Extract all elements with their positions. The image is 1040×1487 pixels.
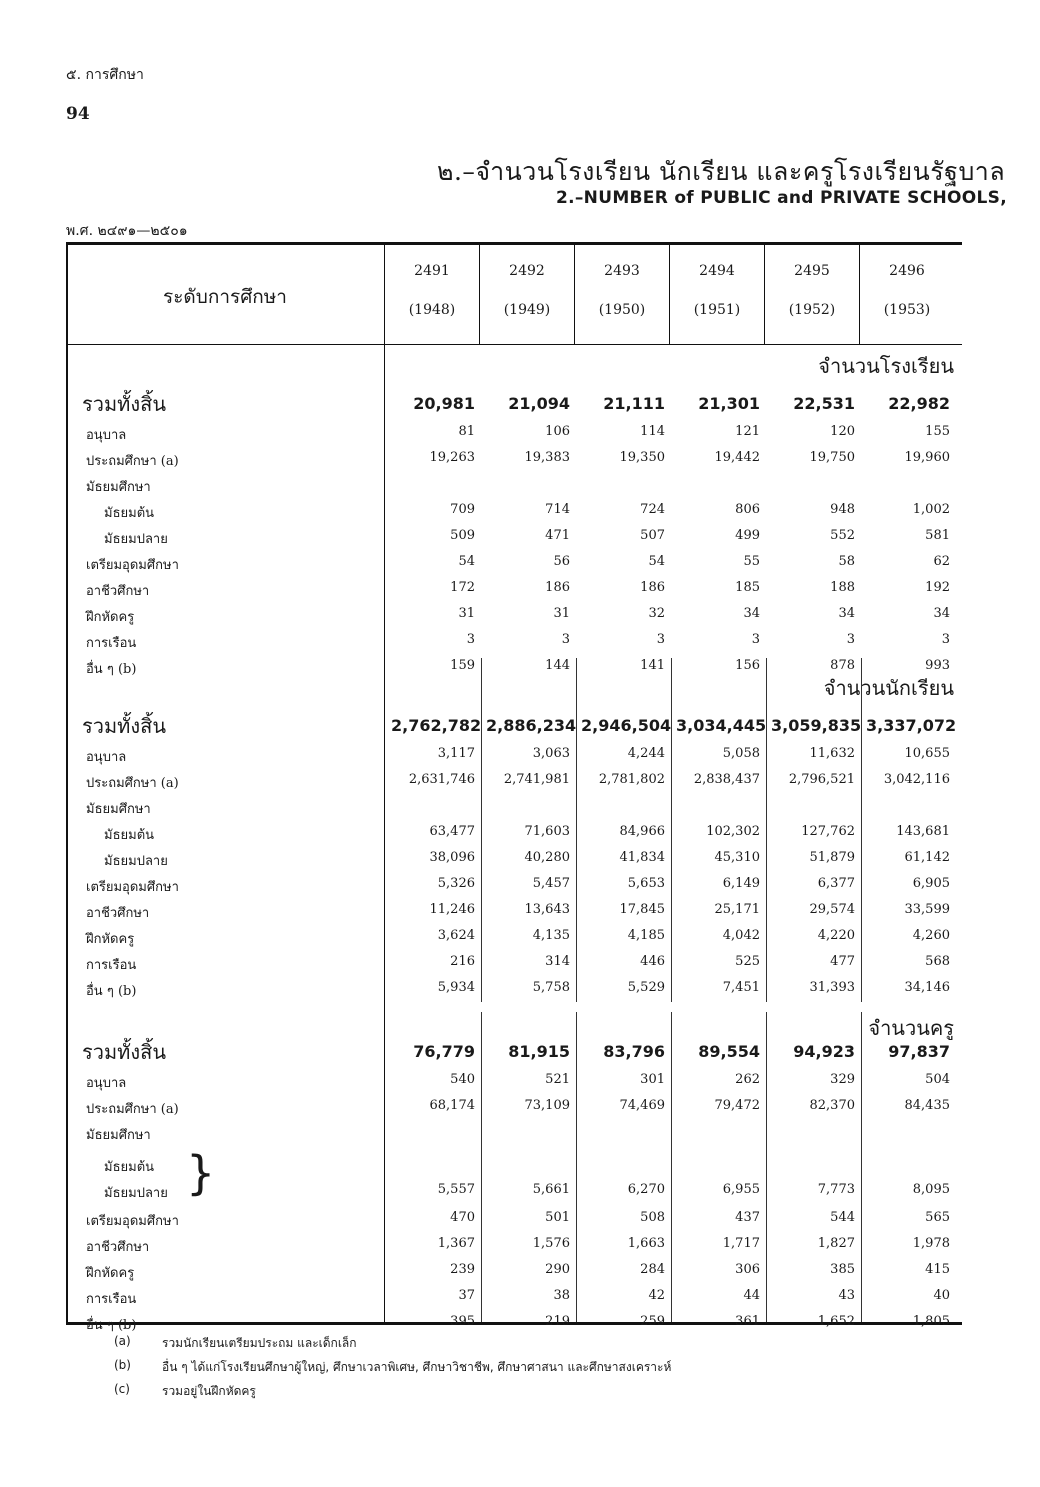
table-row (66, 554, 962, 578)
cell-value: 73,109 (524, 1098, 570, 1113)
table-title-english: 2.–NUMBER of PUBLIC and PRIVATE SCHOOLS, (556, 188, 1007, 208)
cell-value: 284 (640, 1262, 665, 1277)
cell-value: 21,094 (508, 394, 570, 413)
year-common-era: (1951) (693, 302, 741, 318)
cell-value: 156 (735, 658, 760, 673)
cell-value: 499 (735, 528, 760, 543)
cell-value: 5,661 (532, 1182, 570, 1197)
cell-value: 84,966 (619, 824, 665, 839)
cell-value: 20,981 (413, 394, 475, 413)
cell-value: 172 (450, 580, 475, 595)
cell-value: 993 (925, 658, 950, 673)
cell-value: 19,960 (904, 450, 950, 465)
cell-value: 34 (933, 606, 950, 621)
cell-value: 216 (450, 954, 475, 969)
cell-value: 19,383 (524, 450, 570, 465)
cell-value: 806 (735, 502, 760, 517)
row-label: การเรือน (86, 636, 137, 651)
cell-value: 395 (450, 1314, 475, 1329)
row-label: ฝึกหัดครู (86, 610, 135, 625)
table-row (66, 580, 962, 604)
cell-value: 121 (735, 424, 760, 439)
cell-value: 1,002 (912, 502, 950, 517)
cell-value: 239 (450, 1262, 475, 1277)
row-label: อื่น ๆ (b) (86, 1318, 137, 1333)
row-label: เตรียมอุดมศึกษา (86, 880, 179, 895)
cell-value: 3 (941, 632, 950, 647)
cell-value: 192 (925, 580, 950, 595)
cell-value: 314 (545, 954, 570, 969)
cell-value: 186 (545, 580, 570, 595)
footnote-text: รวมนักเรียนเตรียมประถม และเด็กเล็ก (162, 1336, 357, 1350)
row-label: มัธยมต้น (104, 1160, 155, 1175)
cell-value: 3,337,072 (866, 716, 957, 735)
cell-value: 6,149 (722, 876, 760, 891)
cell-value: 525 (735, 954, 760, 969)
cell-value: 219 (545, 1314, 570, 1329)
cell-value: 471 (545, 528, 570, 543)
row-label: รวมทั้งสิ้น (82, 714, 166, 738)
section-label: ๕. การศึกษา (66, 67, 144, 83)
cell-value: 5,557 (437, 1182, 475, 1197)
table-row (66, 606, 962, 630)
cell-value: 58 (838, 554, 855, 569)
cell-value: 552 (830, 528, 855, 543)
cell-value: 37 (458, 1288, 475, 1303)
table-top-rule (66, 242, 962, 245)
cell-value: 8,095 (912, 1182, 950, 1197)
cell-value: 141 (640, 658, 665, 673)
cell-value: 31,393 (809, 980, 855, 995)
row-label: อนุบาล (86, 750, 127, 765)
column-rule (481, 658, 482, 1002)
row-label: ประถมศึกษา (a) (86, 1102, 179, 1117)
cell-value: 948 (830, 502, 855, 517)
table-row (66, 824, 962, 848)
cell-value: 155 (925, 424, 950, 439)
cell-value: 19,750 (809, 450, 855, 465)
cell-value: 714 (545, 502, 570, 517)
cell-value: 6,955 (722, 1182, 760, 1197)
row-label: มัธยมต้น (104, 828, 155, 843)
row-label: มัธยมปลาย (104, 1186, 168, 1201)
cell-value: 82,370 (809, 1098, 855, 1113)
cell-value: 1,827 (817, 1236, 855, 1251)
cell-value: 63,477 (429, 824, 475, 839)
cell-value: 385 (830, 1262, 855, 1277)
cell-value: 42 (648, 1288, 665, 1303)
cell-value: 446 (640, 954, 665, 969)
row-label: มัธยมปลาย (104, 532, 168, 547)
table-row (66, 902, 962, 926)
cell-value: 21,111 (603, 394, 665, 413)
cell-value: 2,631,746 (408, 772, 475, 787)
year-buddhist-era: 2494 (699, 263, 735, 279)
cell-value: 5,529 (627, 980, 665, 995)
table-row (66, 1262, 962, 1286)
cell-value: 4,260 (912, 928, 950, 943)
brace-mark: } (186, 1146, 216, 1200)
section-title: จำนวนโรงเรียน (818, 354, 954, 378)
cell-value: 507 (640, 528, 665, 543)
column-rule (861, 658, 862, 1002)
cell-value: 54 (648, 554, 665, 569)
row-label: การเรือน (86, 1292, 137, 1307)
column-rule (671, 1012, 672, 1322)
row-label: อนุบาล (86, 1076, 127, 1091)
cell-value: 544 (830, 1210, 855, 1225)
cell-value: 94,923 (793, 1042, 855, 1061)
cell-value: 3,059,835 (771, 716, 862, 735)
cell-value: 4,220 (817, 928, 855, 943)
cell-value: 188 (830, 580, 855, 595)
column-divider (859, 242, 860, 344)
cell-value: 186 (640, 580, 665, 595)
year-buddhist-era: 2495 (794, 263, 830, 279)
cell-value: 470 (450, 1210, 475, 1225)
cell-value: 74,469 (619, 1098, 665, 1113)
cell-value: 83,796 (603, 1042, 665, 1061)
cell-value: 114 (640, 424, 665, 439)
column-rule (766, 658, 767, 1002)
column-rule (481, 1012, 482, 1322)
table-row (66, 528, 962, 552)
cell-value: 21,301 (698, 394, 760, 413)
table-row (66, 476, 962, 500)
cell-value: 724 (640, 502, 665, 517)
cell-value: 143,681 (896, 824, 950, 839)
cell-value: 3,624 (437, 928, 475, 943)
cell-value: 5,326 (437, 876, 475, 891)
cell-value: 76,779 (413, 1042, 475, 1061)
table-row (66, 746, 962, 770)
cell-value: 1,367 (437, 1236, 475, 1251)
cell-value: 34 (838, 606, 855, 621)
cell-value: 43 (838, 1288, 855, 1303)
cell-value: 33,599 (904, 902, 950, 917)
cell-value: 3 (656, 632, 665, 647)
cell-value: 25,171 (714, 902, 760, 917)
footnote-mark: (c) (114, 1382, 130, 1396)
column-divider (384, 242, 385, 1324)
row-label: มัธยมต้น (104, 506, 155, 521)
cell-value: 54 (458, 554, 475, 569)
cell-value: 2,886,234 (486, 716, 577, 735)
cell-value: 38,096 (429, 850, 475, 865)
footnote-mark: (a) (114, 1334, 131, 1348)
cell-value: 709 (450, 502, 475, 517)
cell-value: 521 (545, 1072, 570, 1087)
column-divider (574, 242, 575, 344)
table-row (66, 632, 962, 656)
cell-value: 301 (640, 1072, 665, 1087)
cell-value: 4,185 (627, 928, 665, 943)
cell-value: 7,773 (817, 1182, 855, 1197)
row-label: ฝึกหัดครู (86, 932, 135, 947)
cell-value: 106 (545, 424, 570, 439)
cell-value: 2,762,782 (391, 716, 482, 735)
cell-value: 6,377 (817, 876, 855, 891)
cell-value: 22,531 (793, 394, 855, 413)
cell-value: 6,905 (912, 876, 950, 891)
table-row (66, 876, 962, 900)
row-label: อาชีวศึกษา (86, 584, 150, 599)
cell-value: 29,574 (809, 902, 855, 917)
cell-value: 565 (925, 1210, 950, 1225)
cell-value: 540 (450, 1072, 475, 1087)
cell-value: 1,663 (627, 1236, 665, 1251)
cell-value: 5,457 (532, 876, 570, 891)
cell-value: 1,805 (912, 1314, 950, 1329)
year-buddhist-era: 2491 (414, 263, 450, 279)
cell-value: 3,042,116 (883, 772, 950, 787)
column-divider (764, 242, 765, 344)
cell-value: 11,632 (809, 746, 855, 761)
cell-value: 5,653 (627, 876, 665, 891)
row-label: ประถมศึกษา (a) (86, 454, 179, 469)
cell-value: 290 (545, 1262, 570, 1277)
column-divider (669, 242, 670, 344)
level-column-header: ระดับการศึกษา (163, 286, 287, 308)
row-label: ฝึกหัดครู (86, 1266, 135, 1281)
cell-value: 22,982 (888, 394, 950, 413)
cell-value: 81 (458, 424, 475, 439)
cell-value: 81,915 (508, 1042, 570, 1061)
cell-value: 5,934 (437, 980, 475, 995)
cell-value: 19,350 (619, 450, 665, 465)
row-label: รวมทั้งสิ้น (82, 1040, 166, 1064)
table-row (66, 1288, 962, 1312)
year-buddhist-era: 2493 (604, 263, 640, 279)
cell-value: 1,576 (532, 1236, 570, 1251)
table-row (66, 450, 962, 474)
cell-value: 31 (458, 606, 475, 621)
cell-value: 185 (735, 580, 760, 595)
cell-value: 262 (735, 1072, 760, 1087)
cell-value: 44 (743, 1288, 760, 1303)
page-number: 94 (66, 104, 90, 124)
cell-value: 568 (925, 954, 950, 969)
cell-value: 62 (933, 554, 950, 569)
cell-value: 6,270 (627, 1182, 665, 1197)
column-rule (576, 1012, 577, 1322)
cell-value: 79,472 (714, 1098, 760, 1113)
cell-value: 127,762 (801, 824, 855, 839)
cell-value: 3,034,445 (676, 716, 767, 735)
table-row (66, 772, 962, 796)
cell-value: 40 (933, 1288, 950, 1303)
year-buddhist-era: 2492 (509, 263, 545, 279)
cell-value: 144 (545, 658, 570, 673)
footnote-mark: (b) (114, 1358, 131, 1372)
table-row (66, 1236, 962, 1260)
cell-value: 17,845 (619, 902, 665, 917)
cell-value: 84,435 (904, 1098, 950, 1113)
cell-value: 306 (735, 1262, 760, 1277)
cell-value: 13,643 (524, 902, 570, 917)
cell-value: 1,717 (722, 1236, 760, 1251)
cell-value: 415 (925, 1262, 950, 1277)
cell-value: 2,946,504 (581, 716, 672, 735)
section-title: จำนวนนักเรียน (823, 676, 954, 700)
year-common-era: (1953) (883, 302, 931, 318)
row-label: เตรียมอุดมศึกษา (86, 1214, 179, 1229)
cell-value: 34 (743, 606, 760, 621)
cell-value: 3,063 (532, 746, 570, 761)
cell-value: 159 (450, 658, 475, 673)
cell-value: 40,280 (524, 850, 570, 865)
statistics-table (66, 242, 962, 1333)
row-label: อาชีวศึกษา (86, 906, 150, 921)
cell-value: 11,246 (429, 902, 475, 917)
cell-value: 102,302 (706, 824, 760, 839)
table-row (66, 1098, 962, 1122)
cell-value: 259 (640, 1314, 665, 1329)
cell-value: 3 (846, 632, 855, 647)
cell-value: 3 (561, 632, 570, 647)
cell-value: 51,879 (809, 850, 855, 865)
cell-value: 501 (545, 1210, 570, 1225)
table-title-thai: ๒.–จำนวนโรงเรียน นักเรียน และครูโรงเรียนรัฐบาล (437, 157, 1006, 186)
row-label: อื่น ๆ (b) (86, 662, 137, 677)
column-divider (479, 242, 480, 344)
cell-value: 89,554 (698, 1042, 760, 1061)
row-label: อาชีวศึกษา (86, 1240, 150, 1255)
cell-value: 41,834 (619, 850, 665, 865)
cell-value: 878 (830, 658, 855, 673)
cell-value: 509 (450, 528, 475, 543)
table-row (66, 1210, 962, 1234)
table-row (66, 1072, 962, 1096)
years-range-thai: พ.ศ. ๒๔๙๑—๒๕๐๑ (66, 223, 188, 239)
cell-value: 55 (743, 554, 760, 569)
cell-value: 477 (830, 954, 855, 969)
cell-value: 61,142 (904, 850, 950, 865)
table-row (66, 424, 962, 448)
total-row (66, 716, 962, 740)
cell-value: 2,781,802 (598, 772, 665, 787)
table-row (66, 798, 962, 822)
cell-value: 32 (648, 606, 665, 621)
cell-value: 34,146 (904, 980, 950, 995)
cell-value: 2,838,437 (693, 772, 760, 787)
cell-value: 38 (553, 1288, 570, 1303)
row-label: มัธยมปลาย (104, 854, 168, 869)
column-rule (766, 1012, 767, 1322)
table-row (66, 502, 962, 526)
cell-value: 5,058 (722, 746, 760, 761)
cell-value: 361 (735, 1314, 760, 1329)
cell-value: 437 (735, 1210, 760, 1225)
table-row (66, 850, 962, 874)
cell-value: 10,655 (904, 746, 950, 761)
cell-value: 2,741,981 (503, 772, 570, 787)
table-row (66, 928, 962, 952)
cell-value: 19,442 (714, 450, 760, 465)
row-label: อนุบาล (86, 428, 127, 443)
section-title: จำนวนครู (868, 1016, 954, 1040)
table-header-rule (66, 344, 962, 345)
year-buddhist-era: 2496 (889, 263, 925, 279)
cell-value: 31 (553, 606, 570, 621)
cell-value: 68,174 (429, 1098, 475, 1113)
table-row (66, 1124, 962, 1148)
table-row (66, 980, 962, 1004)
table-row (66, 954, 962, 978)
cell-value: 45,310 (714, 850, 760, 865)
row-label: ประถมศึกษา (a) (86, 776, 179, 791)
cell-value: 5,758 (532, 980, 570, 995)
total-row (66, 394, 962, 418)
cell-value: 56 (553, 554, 570, 569)
cell-value: 4,135 (532, 928, 570, 943)
cell-value: 1,652 (817, 1314, 855, 1329)
cell-value: 3 (751, 632, 760, 647)
cell-value: 1,978 (912, 1236, 950, 1251)
year-common-era: (1952) (788, 302, 836, 318)
cell-value: 581 (925, 528, 950, 543)
row-label: มัธยมศึกษา (86, 480, 151, 495)
cell-value: 508 (640, 1210, 665, 1225)
cell-value: 71,603 (524, 824, 570, 839)
row-label: อื่น ๆ (b) (86, 984, 137, 999)
year-common-era: (1950) (598, 302, 646, 318)
row-label: มัธยมศึกษา (86, 802, 151, 817)
row-label: มัธยมศึกษา (86, 1128, 151, 1143)
row-label: การเรือน (86, 958, 137, 973)
cell-value: 19,263 (429, 450, 475, 465)
column-rule (576, 658, 577, 1002)
cell-value: 120 (830, 424, 855, 439)
year-common-era: (1948) (408, 302, 456, 318)
cell-value: 3,117 (437, 746, 475, 761)
total-row (66, 1042, 962, 1066)
cell-value: 2,796,521 (788, 772, 855, 787)
column-rule (861, 1012, 862, 1322)
cell-value: 7,451 (722, 980, 760, 995)
year-common-era: (1949) (503, 302, 551, 318)
column-rule (671, 658, 672, 1002)
row-label: เตรียมอุดมศึกษา (86, 558, 179, 573)
footnote-text: อื่น ๆ ได้แก่โรงเรียนศึกษาผู้ใหญ่, ศึกษาเวลาพิเศษ, ศึกษาวิชาชีพ, ศึกษาศาสนา และศึกษาสงเคราะห์ (162, 1360, 672, 1374)
cell-value: 97,837 (888, 1042, 950, 1061)
row-label: รวมทั้งสิ้น (82, 392, 166, 416)
cell-value: 4,042 (722, 928, 760, 943)
footnote-text: รวมอยู่ในฝึกหัดครู (162, 1384, 256, 1398)
cell-value: 3 (466, 632, 475, 647)
cell-value: 329 (830, 1072, 855, 1087)
cell-value: 504 (925, 1072, 950, 1087)
cell-value: 4,244 (627, 746, 665, 761)
